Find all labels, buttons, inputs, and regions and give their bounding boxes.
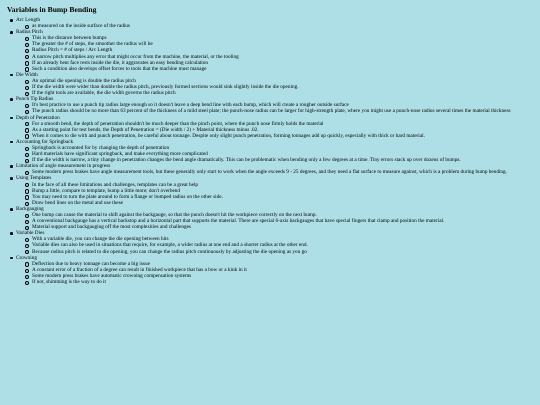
- section-heading: Limitation of angle measurement in progress: [16, 163, 111, 170]
- section-heading: Arc Length: [16, 17, 41, 23]
- section-heading: Backgauging: [16, 205, 44, 212]
- point-item: Bump a little, compare to template, bump a little more; don't overbend: [32, 188, 534, 194]
- point-item: When it comes to die with and punch penetration, be careful about tonnage. Despite only slight punch penetration, forming tonnages add up quickly, especially with thick or hard material.: [32, 133, 534, 139]
- point-item: The greater the # of steps, the smoother the radius will be: [32, 41, 534, 47]
- point-item: Such a condition also develops offset forces to tools that the machine must manage: [32, 66, 534, 72]
- section-item: [16, 163, 534, 175]
- section-item: [16, 175, 534, 205]
- point-item: as measured on the inside surface of the radius: [32, 23, 534, 29]
- point-item: In the face of all these limitations and challenges, templates can be a great help: [32, 182, 534, 188]
- section-heading: Using Templates: [16, 175, 52, 182]
- section-item: [16, 29, 534, 72]
- point-item: Springback is accounted for by changing the depth of penetration: [32, 145, 534, 151]
- point-item: Variable dies can also be used in situations that require, for example, a wider radius at one end and a shorter radius at the other end.: [32, 242, 534, 248]
- point-item: As a starting point for test bends, the Depth of Penetration = (Die width / 2) + Material thickness minus .02.: [32, 127, 534, 133]
- point-item: If an already bent face rests inside the die, it aggravates an easy bending calculation: [32, 60, 534, 66]
- point-item: Because radius pitch is related to die opening, you can change the radius pitch continuously by adjusting the die opening as you go: [32, 249, 534, 255]
- section-item: [16, 139, 534, 163]
- point-list: [16, 212, 534, 230]
- point-list: [16, 102, 534, 114]
- point-item: If the right tools are available, the die width governs the radius pitch: [32, 90, 534, 96]
- point-item: It's best practice to use a punch tip radius large enough so it doesn't leave a deep bend line with each bump, which will create a rougher outside surface: [32, 102, 534, 108]
- point-list: [16, 78, 534, 96]
- point-item: This is the distance between bumps: [32, 35, 534, 41]
- section-item: [16, 230, 534, 254]
- point-list: [16, 121, 534, 139]
- point-item: A conventional backgauge has a vertical backstop and a horizontal part that supports the material. There are special 6-axis backgauges that have special fingers that clamp and position the material.: [32, 218, 534, 224]
- point-item: If not, shimming is the way to do it: [32, 279, 534, 285]
- point-item: Draw bend lines on the metal and use these: [32, 200, 534, 206]
- point-item: You may need to turn the plate around to form a flange or bumped radius on the other side.: [32, 194, 534, 200]
- section-item: [16, 115, 534, 139]
- section-heading: Radius Pitch: [16, 29, 43, 36]
- point-item: Material support and backgauging off the most complexities and challenges: [32, 224, 534, 230]
- section-list: [7, 17, 534, 285]
- point-item: An optimal die opening is double the radius pitch: [32, 78, 534, 84]
- point-item: A constant error of a fraction of a degree can result in finished workpiece that has a bow or a kink in it: [32, 267, 534, 273]
- section-heading: Die Width: [16, 71, 38, 78]
- section-heading: Punch Tip Radius: [16, 96, 54, 103]
- point-list: [16, 145, 534, 163]
- section-heading: Depth of Penetration: [16, 114, 60, 121]
- section-heading: Variable Dies: [16, 230, 45, 237]
- section-heading: Crowning: [16, 254, 37, 261]
- point-item: Some modern press brakes have angle measurement tools, but these generally only start to work when the angle exceeds 9 - 25 degrees, and they need a flat surface to measure against, which is a problem during bump bending.: [32, 169, 534, 175]
- point-item: If the die width is narrow, a tiny change in penetration changes the bend angle dramatically. This can be problematic when bending only a few degrees at a time. Tiny errors stack up over dozens of bumps.: [32, 157, 534, 163]
- section-item: [16, 255, 534, 285]
- section-item: [16, 17, 534, 29]
- point-item: Hard materials have significant springback, and make everything more complicated: [32, 151, 534, 157]
- section-item: [16, 72, 534, 96]
- point-item: If the die width were wider than double the radius pitch, previously formed sections would sink slightly inside the die opening.: [32, 84, 534, 90]
- document-title: Variables in Bump Bending: [7, 5, 97, 14]
- section-heading: Accounting for Springback: [16, 138, 74, 145]
- section-item: [16, 206, 534, 230]
- section-item: [16, 96, 534, 114]
- point-list: [16, 35, 534, 72]
- point-list: [16, 261, 534, 285]
- point-item: Some modern press brakes have automatic crowning compensation systems: [32, 273, 534, 279]
- point-item: One bump can cause the material to shift against the backgauge, so that the punch doesn't hit the workpiece correctly on the next bump.: [32, 212, 534, 218]
- point-item: Radius Pitch = # of steps / Arc Length: [32, 47, 534, 53]
- point-list: [16, 236, 534, 254]
- point-item: Deflection due to heavy tonnage can become a big issue: [32, 261, 534, 267]
- point-item: A narrow pitch multiplies any error that might occur from the machine, the material, or the tooling: [32, 54, 534, 60]
- point-item: The punch radius should be no more than 63 percent of the thickness of a mild steel plate; the punch-nose radius can be larger for high-strength plate, where you might use a punch-nose radius several times the material thickness: [32, 108, 534, 114]
- point-item: With a variable die, you can change the die opening between hits: [32, 236, 534, 242]
- point-list: [16, 182, 534, 206]
- point-item: For a smooth bend, the depth of penetration shouldn't be much deeper than the pinch point, where the punch nose firmly holds the material: [32, 121, 534, 127]
